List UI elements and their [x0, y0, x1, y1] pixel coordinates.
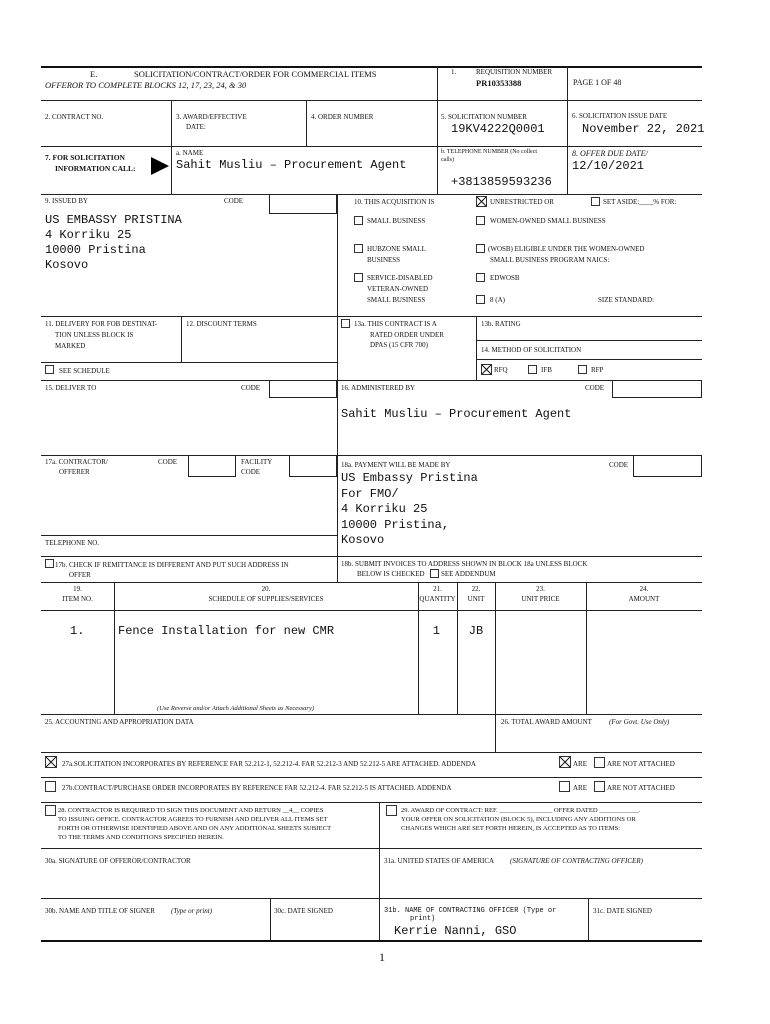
deliver-to-label: 15. DELIVER TO [45, 384, 97, 392]
payment-label: 18a. PAYMENT WILL BE MADE BY [341, 461, 451, 469]
contracting-officer-name: Kerrie Nanni, GSO [394, 924, 517, 938]
submit-invoices-label: 18b. SUBMIT INVOICES TO ADDRESS SHOWN IN BLOCK 18a UNLESS BLOCK [341, 560, 588, 568]
officer-name-label-2: print) [410, 915, 436, 923]
wosb-eligible-label-2: SMALL BUSINESS PROGRAM NAICS: [490, 256, 610, 264]
rated-order-label-3: DPAS (15 CFR 700) [370, 341, 428, 349]
checkbox-remittance[interactable] [45, 559, 54, 568]
contract-no-label: 2. CONTRACT NO. [45, 113, 104, 121]
facility-label: FACILITY [241, 458, 273, 466]
checkbox-small-business[interactable] [354, 216, 363, 225]
method-label: 14. METHOD OF SOLICITATION [481, 346, 582, 354]
checkbox-27a-are-not[interactable] [594, 757, 605, 768]
total-award-note: (For Govt. Use Only) [609, 718, 670, 726]
award-date-label: 3. AWARD/EFFECTIVE [176, 113, 247, 121]
are-label: ARE [573, 784, 587, 792]
see-schedule-label: SEE SCHEDULE [59, 367, 110, 375]
contractor-label: 17a. CONTRACTOR/ [45, 458, 108, 466]
facility-label-2: CODE [241, 468, 261, 476]
issued-by-line: US EMBASSY PRISTINA [45, 213, 182, 227]
officer-date-label: 31c. DATE SIGNED [593, 907, 652, 915]
signer-date-label: 30c. DATE SIGNED [274, 907, 333, 915]
eight-a-label: 8 (A) [490, 296, 505, 304]
administered-by-code-label: CODE [585, 384, 605, 392]
issued-by-line: 4 Korriku 25 [45, 228, 132, 242]
administered-by-label: 16. ADMINISTERED BY [341, 384, 416, 392]
checkbox-see-schedule[interactable] [45, 365, 54, 374]
contractor-code-label: CODE [158, 458, 178, 466]
block1-number: 1. [451, 68, 457, 76]
checkbox-rfp[interactable] [578, 365, 587, 374]
contractor-code-box[interactable] [188, 455, 236, 477]
submit-invoices-label-2: BELOW IS CHECKED [357, 570, 425, 578]
payment-code-box[interactable] [633, 455, 702, 477]
payment-address [341, 471, 478, 549]
facility-code-box[interactable] [289, 455, 337, 477]
set-aside-label: SET ASIDE:____% FOR: [603, 198, 677, 206]
page-number: 1 [379, 950, 385, 964]
issued-by-code-box[interactable] [269, 194, 337, 214]
acquisition-label: 10. THIS ACQUISITION IS [354, 198, 435, 206]
issued-by-code-label: CODE [224, 197, 244, 205]
col-num: 20. [261, 585, 271, 593]
checkbox-27b-are[interactable] [559, 781, 570, 792]
rfp-label: RFP [591, 366, 604, 374]
contact-name: Sahit Musliu – Procurement Agent [176, 158, 407, 172]
item-unit: JB [468, 624, 484, 638]
edwosb-label: EDWOSB [490, 274, 520, 282]
sdvosb-label-3: SMALL BUSINESS [367, 296, 426, 304]
administered-by-code-box[interactable] [612, 380, 702, 398]
col-item-no: ITEM NO. [62, 595, 93, 603]
block29-line: 29. AWARD OF CONTRACT: REF. ________________ OFFER DATED ____________. [401, 807, 641, 814]
see-addendum-label: SEE ADDENDUM [441, 570, 496, 578]
issued-by-line: Kosovo [45, 258, 89, 272]
page-count: PAGE 1 OF 48 [573, 78, 622, 87]
block28-line: TO ISSUING OFFICE. CONTRACTOR AGREES TO FURNISH AND DELIVER ALL ITEMS SET [58, 816, 328, 823]
item-description: Fence Installation for new CMR [118, 624, 335, 638]
delivery-fob-label-3: MARKED [55, 342, 86, 350]
col-quantity: QUANTITY [419, 595, 456, 603]
are-not-label: ARE NOT ATTACHED [607, 784, 675, 792]
block28-line: FORTH OR OTHERWISE IDENTIFIED ABOVE AND ON ANY ADDITIONAL SHEETS SUBJECT [58, 825, 332, 832]
col-amount: AMOUNT [628, 595, 660, 603]
ifb-label: IFB [541, 366, 552, 374]
item-quantity: 1 [432, 624, 440, 638]
hubzone-label: HUBZONE SMALL [367, 245, 426, 253]
block29-line: YOUR OFFER ON SOLICITATION (BLOCK 5), INCLUDING ANY ADDITIONS OR [401, 816, 636, 823]
issued-by-address [45, 213, 182, 273]
col-num: 19. [73, 585, 82, 593]
solicitation-number-label: 5. SOLICITATION NUMBER [441, 113, 527, 121]
arrow-right-icon [151, 157, 169, 175]
checkbox-sdvosb[interactable] [354, 273, 363, 282]
sdvosb-label: SERVICE-DISABLED [367, 274, 433, 282]
checkbox-27b[interactable] [45, 781, 56, 792]
col-num: 22. [471, 585, 481, 593]
checkbox-29[interactable] [386, 805, 397, 816]
info-call-label-2: INFORMATION CALL: [55, 164, 136, 173]
block28-text [58, 806, 331, 842]
signature-usa-note: (SIGNATURE OF CONTRACTING OFFICER) [510, 857, 643, 865]
block28-line: TO THE TERMS AND CONDITIONS SPECIFIED HEREIN. [58, 834, 224, 841]
phone-number: +3813859593236 [451, 175, 552, 189]
checkbox-see-addendum[interactable] [430, 569, 439, 578]
rfq-label: RFQ [494, 366, 508, 374]
checkbox-hubzone[interactable] [354, 244, 363, 253]
checkbox-rated-order[interactable] [341, 319, 350, 328]
total-award-label: 26. TOTAL AWARD AMOUNT [501, 718, 592, 726]
info-call-label: 7. FOR SOLICITATION [45, 153, 125, 162]
checkbox-wosb[interactable] [476, 216, 485, 225]
col-num: 21. [433, 585, 442, 593]
signature-offeror-label: 30a. SIGNATURE OF OFFEROR/CONTRACTOR [45, 857, 191, 865]
issue-date-label: 6. SOLICITATION ISSUE DATE [572, 112, 668, 120]
rating-label: 13b. RATING [481, 320, 521, 328]
checkbox-27a[interactable] [45, 756, 57, 768]
telephone-label: TELEPHONE NO. [45, 539, 100, 547]
checkbox-8a[interactable] [476, 295, 485, 304]
sdvosb-label-2: VETERAN-OWNED [367, 285, 429, 293]
checkbox-27b-are-not[interactable] [594, 781, 605, 792]
deliver-to-code-box[interactable] [269, 380, 337, 398]
deliver-to-code-label: CODE [241, 384, 261, 392]
remittance-label: 17b. CHECK IF REMITTANCE IS DIFFERENT AND PUT SUCH ADDRESS IN [55, 561, 289, 569]
contractor-label-2: OFFERER [59, 468, 90, 476]
discount-terms-label: 12. DISCOUNT TERMS [186, 320, 257, 328]
payment-line: Kosovo [341, 533, 385, 547]
payment-code-label: CODE [609, 461, 629, 469]
clause-27a: 27a.SOLICITATION INCORPORATES BY REFERENCE FAR 52.212-1, 52.212-4. FAR 52.212-3 AND 52.212-5 ARE ATTACHED. ADDENDA [62, 760, 476, 768]
offer-due-label: 8. OFFER DUE DATE/ [572, 149, 648, 158]
administered-by-name: Sahit Musliu – Procurement Agent [341, 407, 572, 421]
phone-label: b. TELEPHONE NUMBER (No collect [441, 149, 538, 155]
col-num: 23. [536, 585, 545, 593]
signer-name-label: 30b. NAME AND TITLE OF SIGNER [45, 907, 155, 915]
requisition-number: PR10353388 [476, 78, 522, 88]
item-number: 1. [70, 624, 85, 638]
payment-line: US Embassy Pristina [341, 471, 478, 485]
col-unit-price: UNIT PRICE [521, 595, 560, 603]
rated-order-label-2: RATED ORDER UNDER [370, 331, 444, 339]
are-not-label: ARE NOT ATTACHED [607, 760, 675, 768]
checkbox-27a-are[interactable] [559, 756, 571, 768]
offeror-note: OFFEROR TO COMPLETE BLOCKS 12, 17, 23, 24, & 30 [45, 80, 247, 90]
payment-line: For FMO/ [341, 486, 399, 501]
wosb-label: WOMEN-OWNED SMALL BUSINESS [490, 217, 606, 225]
order-number-label: 4. ORDER NUMBER [311, 113, 374, 121]
requisition-label: REQUISITION NUMBER [476, 68, 553, 76]
issue-date: November 22, 2021 [582, 122, 705, 136]
solicitation-number: 19KV4222Q0001 [451, 122, 545, 136]
checkbox-28[interactable] [45, 805, 56, 816]
remittance-label-2: OFFER [69, 571, 91, 579]
checkbox-wosb-eligible[interactable] [476, 244, 485, 253]
checkbox-set-aside[interactable] [591, 197, 600, 206]
checkbox-unrestricted[interactable] [476, 196, 487, 207]
payment-line: 10000 Pristina, [341, 517, 450, 532]
small-business-label: SMALL BUSINESS [367, 217, 426, 225]
phone-label-2: calls) [441, 157, 454, 163]
clause-27b: 27b.CONTRACT/PURCHASE ORDER INCORPORATES BY REFERENCE FAR 52.212-4. FAR 52.212-5 IS ATTACHED. ADDENDA [62, 784, 452, 792]
are-label: ARE [573, 760, 587, 768]
col-unit: UNIT [467, 595, 485, 603]
block29-text [401, 806, 640, 833]
checkbox-ifb[interactable] [528, 365, 537, 374]
col-schedule: SCHEDULE OF SUPPLIES/SERVICES [208, 595, 324, 603]
offer-due-date: 12/10/2021 [572, 159, 645, 173]
payment-line: 4 Korriku 25 [341, 502, 428, 516]
checkbox-edwosb[interactable] [476, 273, 485, 282]
delivery-fob-label: 11. DELIVERY FOR FOB DESTINAT- [45, 320, 158, 328]
checkbox-rfq[interactable] [481, 364, 492, 375]
block28-line: 28. CONTRACTOR IS REQUIRED TO SIGN THIS DOCUMENT AND RETURN __4__ COPIES [58, 807, 324, 814]
col-num: 24. [639, 585, 649, 593]
signer-name-note: (Type or print) [171, 907, 213, 915]
wosb-eligible-label: (WOSB) ELIGIBLE UNDER THE WOMEN-OWNED [488, 245, 645, 253]
accounting-label: 25. ACCOUNTING AND APPROPRIATION DATA [45, 718, 194, 726]
rated-order-label: 13a. THIS CONTRACT IS A [354, 320, 437, 328]
delivery-fob-label-2: TION UNLESS BLOCK IS [55, 331, 134, 339]
officer-name-label: 31b. NAME OF CONTRACTING OFFICER (Type or [384, 907, 557, 915]
block29-line: CHANGES WHICH ARE SET FORTH HEREIN, IS ACCEPTED AS TO ITEMS: [401, 825, 621, 832]
unrestricted-label: UNRESTRICTED OR [490, 198, 554, 206]
form-e-label: E. [90, 69, 98, 79]
issued-by-label: 9. ISSUED BY [45, 197, 88, 205]
issued-by-line: 10000 Pristina [45, 243, 146, 257]
size-standard-label: SIZE STANDARD: [598, 296, 655, 304]
hubzone-label-2: BUSINESS [367, 256, 401, 264]
form-title: SOLICITATION/CONTRACT/ORDER FOR COMMERCIAL ITEMS [134, 69, 377, 79]
signature-usa-label: 31a. UNITED STATES OF AMERICA [384, 857, 495, 865]
name-label: a. NAME [176, 149, 204, 157]
reverse-note: (Use Reverse and/or Attach Additional Sheets as Necessary) [157, 705, 314, 712]
award-date-label-2: DATE: [186, 123, 206, 131]
